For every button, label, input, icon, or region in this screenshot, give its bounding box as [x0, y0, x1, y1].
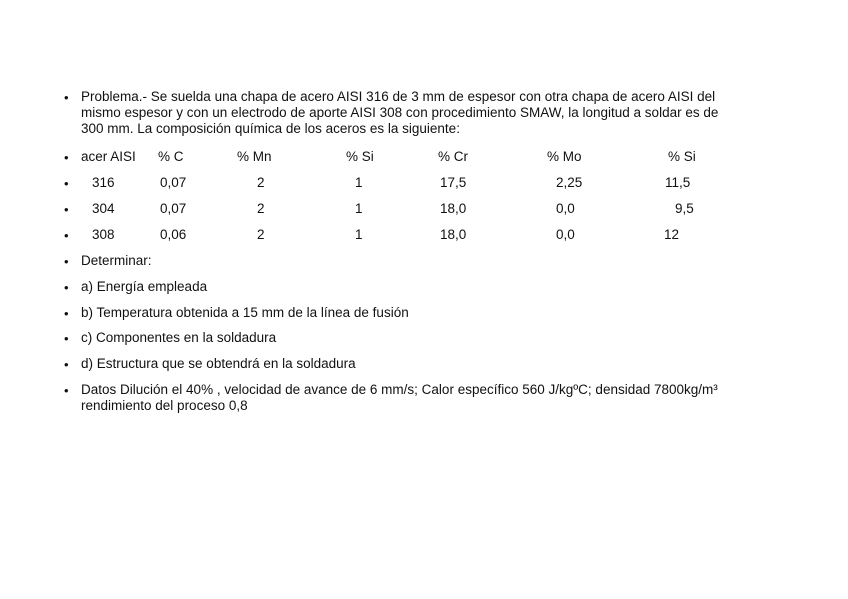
cell-steel: 304 — [92, 201, 115, 216]
cell-manganese: 2 — [257, 175, 265, 190]
question-d: d) Estructura que se obtendrá en la soldadura — [81, 356, 356, 371]
cell-molybdenum: 0,0 — [556, 201, 575, 216]
bullet-question-a: • — [64, 280, 69, 295]
problem-line-3: 300 mm. La composición química de los aceros es la siguiente: — [81, 121, 460, 136]
question-b: b) Temperatura obtenida a 15 mm de la línea de fusión — [81, 305, 409, 320]
bullet-question-d: • — [64, 357, 69, 372]
bullet-table-header: • — [64, 150, 69, 165]
cell-manganese: 2 — [257, 227, 265, 242]
cell-steel: 308 — [92, 227, 115, 242]
cell-carbon: 0,07 — [160, 201, 187, 216]
given-data — [81, 382, 781, 414]
question-a: a) Energía empleada — [81, 279, 208, 294]
table-row-316 — [0, 175, 848, 193]
bullet-question-b: • — [64, 306, 69, 321]
cell-chromium: 17,5 — [440, 175, 467, 190]
cell-silicon: 1 — [355, 175, 363, 190]
header-silicon-2: % Si — [668, 149, 696, 164]
cell-silicon-2: 9,5 — [675, 201, 694, 216]
bullet-determine: • — [64, 254, 69, 269]
cell-silicon-2: 12 — [664, 227, 680, 242]
question-c: c) Componentes en la soldadura — [81, 330, 277, 345]
header-molybdenum: % Mo — [547, 149, 582, 164]
table-row-308 — [0, 227, 848, 245]
given-data-line-2: rendimiento del proceso 0,8 — [81, 398, 248, 413]
problem-line-2: mismo espesor y con un electrodo de aporte AISI 308 con procedimiento SMAW, la longitud a soldar es de — [81, 105, 719, 120]
header-manganese: % Mn — [237, 149, 272, 164]
bullet-data: • — [64, 383, 69, 398]
cell-silicon-2: 11,5 — [665, 175, 691, 190]
cell-steel: 316 — [92, 175, 115, 190]
composition-table-header — [0, 149, 848, 167]
cell-silicon: 1 — [355, 201, 363, 216]
bullet-row-304: • — [64, 202, 69, 217]
cell-carbon: 0,06 — [160, 227, 187, 242]
cell-molybdenum: 2,25 — [556, 175, 583, 190]
cell-chromium: 18,0 — [440, 227, 467, 242]
bullet-question-c: • — [64, 331, 69, 346]
cell-carbon: 0,07 — [160, 175, 187, 190]
header-chromium: % Cr — [438, 149, 468, 164]
given-data-line-1: Datos Dilución el 40% , velocidad de avance de 6 mm/s; Calor específico 560 J/kgºC; densidad 7800kg/m³ — [81, 382, 718, 397]
bullet-row-308: • — [64, 228, 69, 243]
determine-label: Determinar: — [81, 253, 152, 268]
cell-chromium: 18,0 — [440, 201, 467, 216]
bullet-problem: • — [64, 90, 69, 105]
header-carbon: % C — [158, 149, 184, 164]
header-steel: acer AISI — [81, 149, 136, 164]
bullet-row-316: • — [64, 176, 69, 191]
table-row-304 — [0, 201, 848, 219]
problem-line-1: Problema.- Se suelda una chapa de acero AISI 316 de 3 mm de espesor con otra chapa de acero AISI del — [81, 89, 716, 104]
problem-statement — [81, 89, 781, 137]
cell-molybdenum: 0,0 — [556, 227, 575, 242]
cell-silicon: 1 — [355, 227, 363, 242]
header-silicon: % Si — [346, 149, 374, 164]
cell-manganese: 2 — [257, 201, 265, 216]
